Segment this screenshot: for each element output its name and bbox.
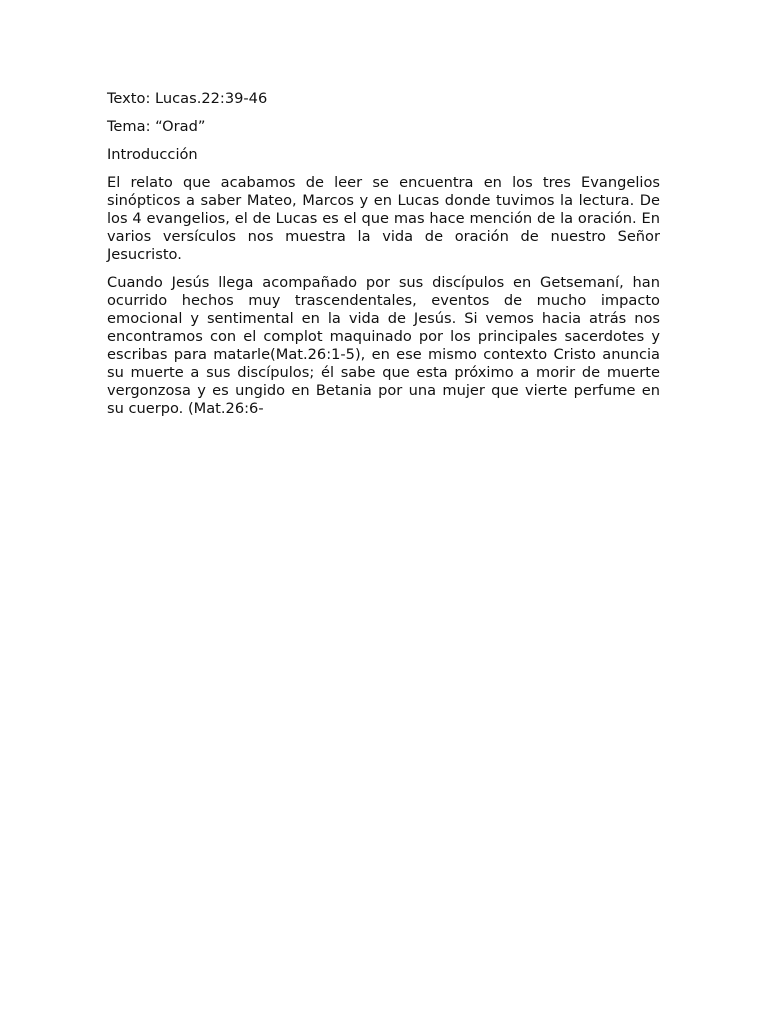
document-page [107,90,660,428]
body-paragraph-2: Cuando Jesús llega acompañado por sus discípulos en Getsemaní, han ocurrido hechos muy trascendentales, eventos de mucho impacto emocional y sentimental en la vida de Jesús. Si vemos hacia atrás nos encontramos con el complot maquinado por los principales sacerdotes y escribas para matarle(Mat.26:1-5), en ese mismo contexto Cristo anuncia su muerte a sus discípulos; él sabe que esta próximo a morir de muerte vergonzosa y es ungido en Betania por una mujer que vierte perfume en su cuerpo. (Mat.26:6- [107,274,660,417]
tema-title: Tema: “Orad” [107,118,206,135]
section-heading-introduccion: Introducción [107,146,198,163]
body-paragraph-1: El relato que acabamos de leer se encuentra en los tres Evangelios sinópticos a saber Mateo, Marcos y en Lucas donde tuvimos la lectura. De los 4 evangelios, el de Lucas es el que mas hace mención de la oración. En varios versículos nos muestra la vida de oración de nuestro Señor Jesucristo. [107,174,660,263]
texto-reference: Texto: Lucas.22:39-46 [107,90,268,107]
